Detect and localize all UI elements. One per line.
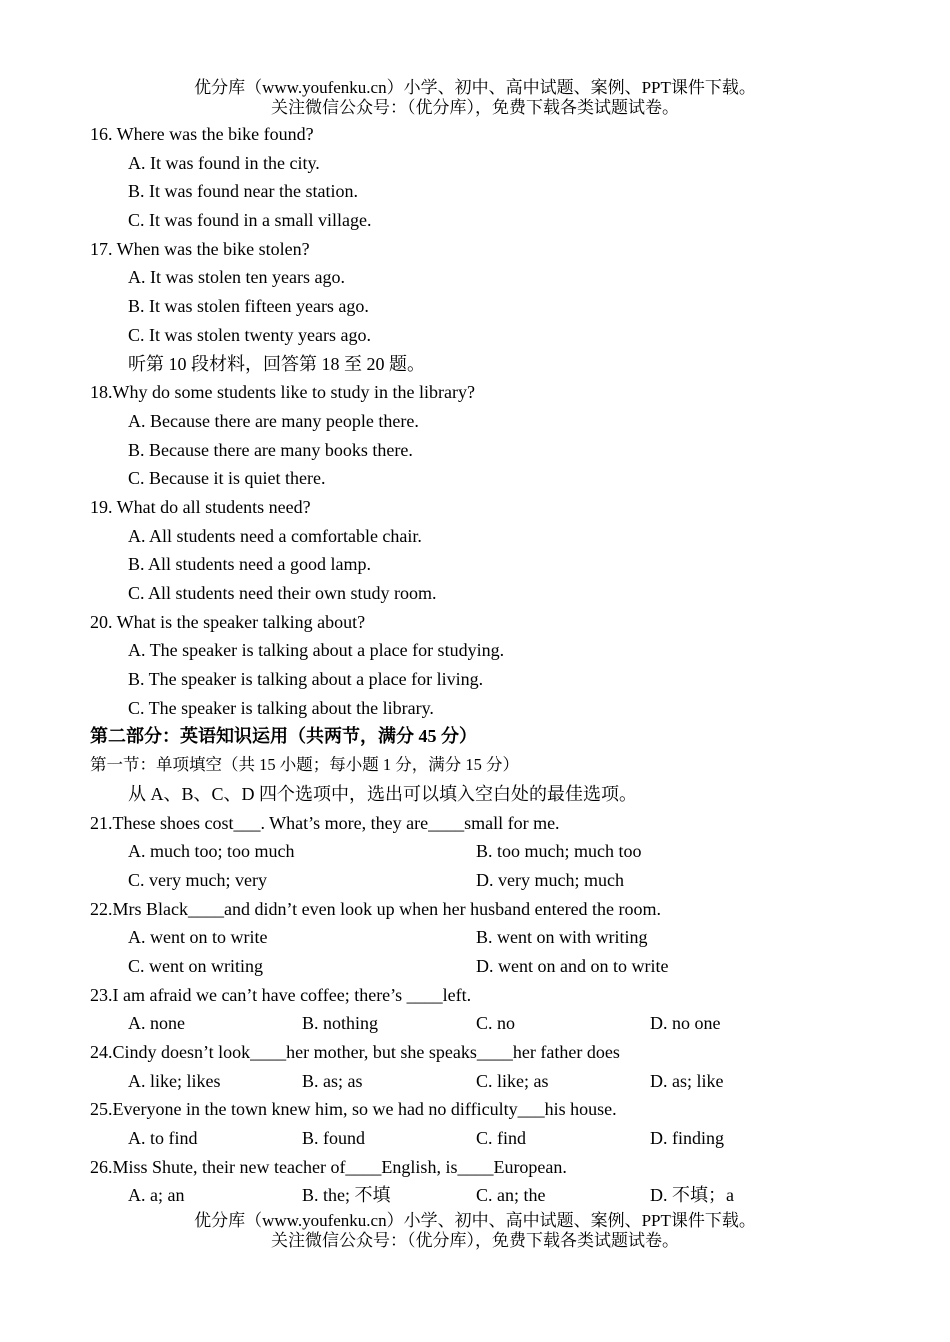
page-header [0, 78, 950, 118]
question-16-option-b: B. It was found near the station. [128, 181, 358, 202]
question-23-option-a: A. none [128, 1013, 185, 1034]
question-16-option-c: C. It was found in a small village. [128, 210, 372, 231]
footer-line-2: 关注微信公众号：（优分库），免费下载各类试题试卷。 [271, 1231, 679, 1250]
question-26-option-a: A. a; an [128, 1185, 185, 1206]
question-26-option-d: D. 不填；a [650, 1185, 734, 1206]
question-24-option-a: A. like; likes [128, 1070, 221, 1091]
footer-line-1: 优分库（www.youfenku.cn）小学、初中、高中试题、案例、PPT课件下载。 [194, 1211, 756, 1230]
question-26-option-c: C. an; the [476, 1185, 546, 1206]
question-20-option-b: B. The speaker is talking about a place for living. [128, 669, 484, 690]
question-20-stem: 20. What is the speaker talking about? [90, 611, 366, 632]
question-24-stem: 24.Cindy doesn’t look____her mother, but she speaks____her father does [90, 1042, 620, 1062]
question-25-stem: 25.Everyone in the town knew him, so we had no difficulty___his house. [90, 1099, 617, 1120]
question-17-option-b: B. It was stolen fifteen years ago. [128, 296, 369, 317]
question-23-stem: 23.I am afraid we can’t have coffee; there’s ____left. [90, 984, 472, 1005]
question-25-option-c: C. find [476, 1128, 527, 1149]
question-25-option-a: A. to find [128, 1128, 198, 1149]
question-24-option-d: D. as; like [650, 1070, 724, 1091]
section-one-instruction: 从 A、B、C、D 四个选项中，选出可以填入空白处的最佳选项。 [128, 783, 638, 804]
listening-instruction: 听第 10 段材料，回答第 18 至 20 题。 [128, 353, 425, 374]
question-26-stem: 26.Miss Shute, their new teacher of____English, is____European. [90, 1156, 567, 1177]
question-18-stem: 18.Why do some students like to study in the library? [90, 382, 475, 403]
header-line-2: 关注微信公众号：（优分库），免费下载各类试题试卷。 [271, 98, 679, 117]
question-16-option-a: A. It was found in the city. [128, 152, 320, 173]
header-line-1: 优分库（www.youfenku.cn）小学、初中、高中试题、案例、PPT课件下载。 [194, 78, 756, 97]
question-19-option-a: A. All students need a comfortable chair. [128, 525, 422, 546]
question-26-options [90, 1181, 910, 1210]
question-26-option-b: B. the; 不填 [302, 1185, 391, 1206]
question-25-options [90, 1124, 910, 1153]
question-22-option-d: D. went on and on to write [476, 955, 669, 976]
question-17-option-a: A. It was stolen ten years ago. [128, 267, 345, 288]
exam-content [90, 120, 910, 1210]
question-25-option-b: B. found [302, 1128, 365, 1149]
question-18-option-c: C. Because it is quiet there. [128, 468, 326, 489]
question-18-option-b: B. Because there are many books there. [128, 439, 413, 460]
page-footer [0, 1211, 950, 1251]
question-20-option-c: C. The speaker is talking about the library. [128, 697, 434, 718]
question-21-options-row-2 [90, 866, 910, 895]
question-20-option-a: A. The speaker is talking about a place for studying. [128, 640, 505, 661]
question-24-options [90, 1067, 910, 1096]
part-two-title: 第二部分：英语知识运用（共两节，满分 45 分） [90, 726, 477, 747]
question-22-options-row-2 [90, 952, 910, 981]
question-23-options [90, 1009, 910, 1038]
question-18-option-a: A. Because there are many people there. [128, 410, 419, 431]
question-24-option-b: B. as; as [302, 1070, 363, 1091]
question-25-option-d: D. finding [650, 1128, 724, 1149]
question-21-options-row-1 [90, 837, 910, 866]
question-21-option-c: C. very much; very [128, 869, 267, 890]
question-22-option-b: B. went on with writing [476, 927, 648, 948]
question-22-option-a: A. went on to write [128, 927, 268, 948]
question-17-stem: 17. When was the bike stolen? [90, 238, 310, 259]
question-19-option-c: C. All students need their own study room. [128, 583, 437, 603]
question-17-option-c: C. It was stolen twenty years ago. [128, 324, 371, 345]
question-21-stem: 21.These shoes cost___. What’s more, they are____small for me. [90, 812, 560, 833]
question-19-stem: 19. What do all students need? [90, 496, 311, 517]
question-16-stem: 16. Where was the bike found? [90, 124, 314, 144]
section-one-title: 第一节：单项填空（共 15 小题；每小题 1 分，满分 15 分） [90, 755, 519, 775]
question-22-option-c: C. went on writing [128, 955, 263, 976]
question-19-option-b: B. All students need a good lamp. [128, 554, 371, 575]
question-23-option-b: B. nothing [302, 1013, 379, 1034]
question-21-option-a: A. much too; too much [128, 841, 295, 862]
question-24-option-c: C. like; as [476, 1070, 549, 1091]
question-22-options-row-1 [90, 923, 910, 952]
question-23-option-c: C. no [476, 1013, 516, 1034]
question-21-option-b: B. too much; much too [476, 841, 642, 862]
question-22-stem: 22.Mrs Black____and didn’t even look up when her husband entered the room. [90, 898, 662, 919]
question-23-option-d: D. no one [650, 1013, 721, 1034]
question-21-option-d: D. very much; much [476, 869, 624, 890]
